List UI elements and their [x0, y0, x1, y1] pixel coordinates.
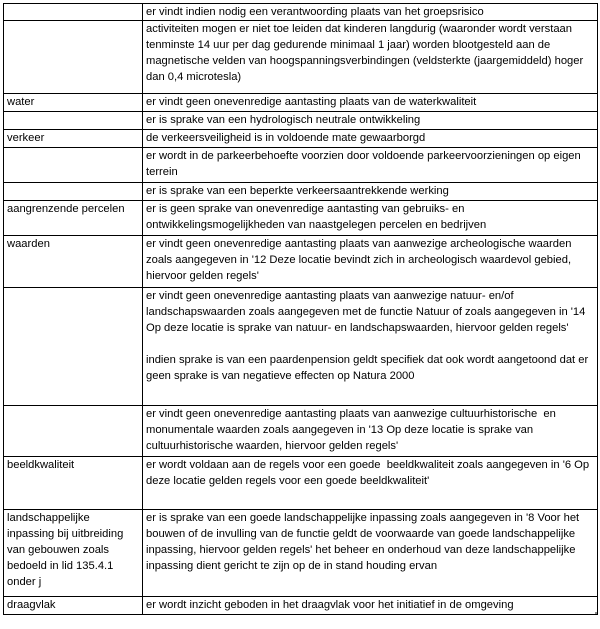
table-row — [4, 130, 598, 148]
row-label — [4, 183, 143, 201]
requirements-table — [3, 3, 598, 615]
row-text: de verkeersveiligheid is in voldoende mate gewaarborgd — [143, 130, 598, 148]
table-row — [4, 112, 598, 130]
page-end-mark — [595, 612, 598, 626]
row-label: water — [4, 94, 143, 112]
row-label — [4, 288, 143, 406]
row-text: er vindt indien nodig een verantwoording plaats van het groepsrisico — [143, 4, 598, 21]
row-text: er vindt geen onevenredige aantasting plaats van aanwezige natuur- en/of landschapswaarden zoals aangegeven met de functie Natuur of zoals aangegeven in '14 Op deze locatie is sprake van natuur- en landschapswaarden, hiervoor gelden regels' indien sprake is van een paardenpension geldt specifiek dat ook wordt aangetoond dat er geen sprake is van negatieve effecten op Natura 2000 — [143, 288, 598, 406]
row-label: waarden — [4, 236, 143, 288]
row-label — [4, 21, 143, 94]
row-text: er wordt in de parkeerbehoefte voorzien door voldoende parkeervoorzieningen op eigen terrein — [143, 148, 598, 183]
row-label — [4, 4, 143, 21]
table-row — [4, 4, 598, 21]
row-text: activiteiten mogen er niet toe leiden dat kinderen langdurig (waaronder wordt verstaan tenminste 14 uur per dag gedurende minimaal 1 jaar) worden blootgesteld aan de magnetische velden van hoogspanningsverbindingen (veldsterkte (jaargemiddeld) hoger dan 0,4 microtesla) — [143, 21, 598, 94]
row-text: er is geen sprake van onevenredige aantasting van gebruiks- en ontwikkelingsmogelijkheden van naastgelegen percelen en bedrijven — [143, 201, 598, 236]
row-label — [4, 112, 143, 130]
table-row — [4, 201, 598, 236]
row-text: er vindt geen onevenredige aantasting plaats van de waterkwaliteit — [143, 94, 598, 112]
table-row — [4, 406, 598, 457]
table-row — [4, 94, 598, 112]
row-label: beeldkwaliteit — [4, 457, 143, 510]
row-label: aangrenzende percelen — [4, 201, 143, 236]
row-text: er is sprake van een goede landschappelijke inpassing zoals aangegeven in '8 Voor het bouwen of de invulling van de functie geldt de voorwaarde van goede landschappelijke inpassing, hiervoor gelden regels' het beheer en onderhoud van deze landschappelijke inpassing dient gericht te zijn op de in stand houding ervan — [143, 510, 598, 597]
table-row — [4, 183, 598, 201]
row-label — [4, 406, 143, 457]
row-text: er vindt geen onevenredige aantasting plaats van aanwezige cultuurhistorische en monumentale waarden zoals aangegeven in '13 Op deze locatie is sprake van cultuurhistorische waarden, hiervoor gelden regels' — [143, 406, 598, 457]
row-text: er wordt voldaan aan de regels voor een goede beeldkwaliteit zoals aangegeven in '6 Op deze locatie gelden regels voor een goede beeldkwaliteit' — [143, 457, 598, 510]
row-text: er is sprake van een beperkte verkeersaantrekkende werking — [143, 183, 598, 201]
row-text: er is sprake van een hydrologisch neutrale ontwikkeling — [143, 112, 598, 130]
table-row — [4, 457, 598, 510]
row-label: verkeer — [4, 130, 143, 148]
table-row — [4, 148, 598, 183]
row-label: landschappelijke inpassing bij uitbreiding van gebouwen zoals bedoeld in lid 135.4.1 onder j — [4, 510, 143, 597]
row-label: draagvlak — [4, 597, 143, 615]
row-text: er vindt geen onevenredige aantasting plaats van aanwezige archeologische waarden zoals aangegeven in '12 Deze locatie bevindt zich in archeologisch waardevol gebied, hiervoor gelden regels' — [143, 236, 598, 288]
table-row — [4, 288, 598, 406]
table-row — [4, 236, 598, 288]
table-row — [4, 597, 598, 615]
table-row — [4, 510, 598, 597]
row-text: er wordt inzicht geboden in het draagvlak voor het initiatief in de omgeving — [143, 597, 598, 615]
row-label — [4, 148, 143, 183]
table-row — [4, 21, 598, 94]
